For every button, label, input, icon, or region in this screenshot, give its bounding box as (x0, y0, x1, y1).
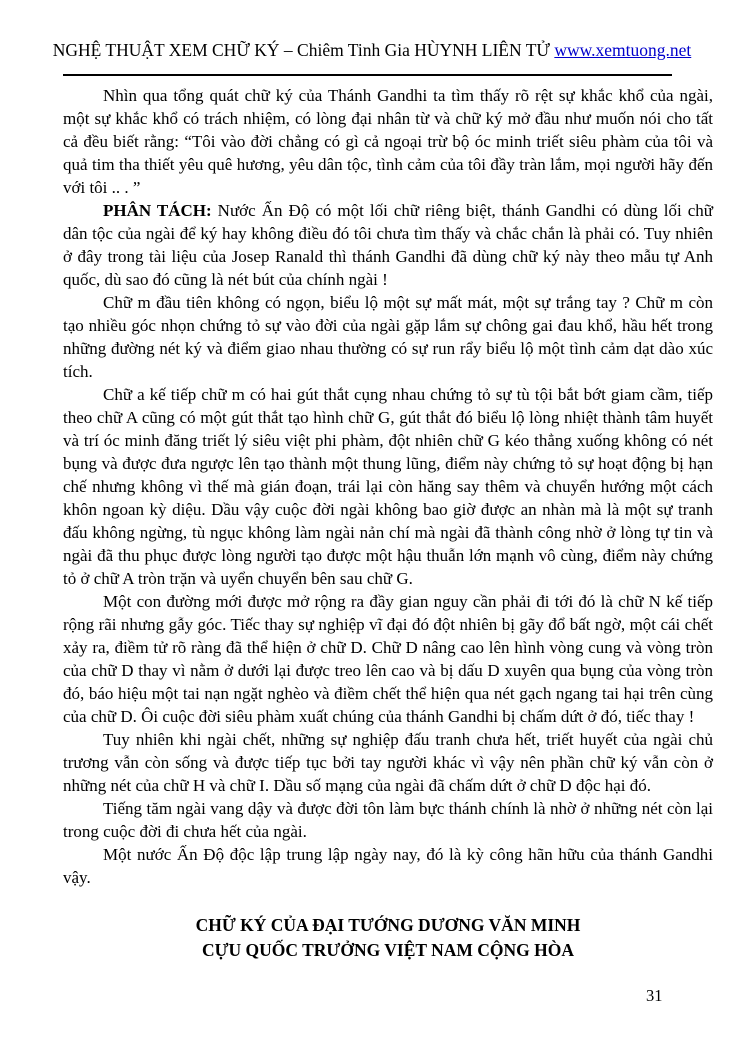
section-heading (63, 913, 713, 963)
document-header (0, 40, 744, 61)
section-heading-line1: CHỮ KÝ CỦA ĐẠI TƯỚNG DƯƠNG VĂN MINH (195, 915, 581, 935)
paragraph-text: Một nước Ấn Độ độc lập trung lập ngày nay, đó là kỳ công hãn hữu của thánh Gandhi vậy. (63, 845, 713, 887)
paragraph-text: Nhìn qua tổng quát chữ ký của Thánh Gandhi ta tìm thấy rõ rệt sự khắc khổ của ngài, một sự khắc khổ có trách nhiệm, có lòng đại nhân từ và chữ ký mở đầu như muốn nói cho tất cả đều biết rằng: “Tôi vào đời chẳng có gì cả ngoại trừ bộ óc minh triết siêu phàm của tôi và quả tim tha thiết yêu quê hương, yêu dân tộc, tình cảm của tôi đầy tràn lắm, mọi người hãy đến với tôi .. . ” (63, 86, 713, 197)
paragraph (63, 291, 713, 383)
paragraph-text: Chữ m đầu tiên không có ngọn, biểu lộ một sự mất mát, một sự trắng tay ? Chữ m còn tạo nhiều góc nhọn chứng tỏ sự vào đời của ngài gặp lắm sự chông gai đau khổ, hầu hết trong những đường nét ký và điểm giao nhau thường có sự run rẩy biểu lộ một tình cảm dạt dào xúc tích. (63, 293, 713, 381)
header-divider (63, 74, 672, 76)
paragraph-text: Chữ a kế tiếp chữ m có hai gút thắt cụng nhau chứng tỏ sự tù tội bắt bớt giam cầm, tiếp theo chữ A cũng có một gút thắt tạo hình chữ G, gút thắt đó biểu lộ lòng nhiệt thành tâm huyết và trí óc minh đăng triết lý siêu việt phi phàm, đột nhiên chữ G kéo thẳng xuống không có nét bụng và được đưa ngược lên tạo thành một thung lũng, điểm này chứng tỏ sự hoạt động bị hạn chế nhưng không vì thế mà gián đoạn, trái lại còn hăng say thêm và chuyển hướng một cách khôn ngoan kỳ diệu. Dầu vậy cuộc đời ngài không bao giờ được an nhàn mà là một sự tranh đấu không ngừng, tù ngục không làm ngài nản chí mà ngài đã thành công nhờ ở lòng tự tin và ngài đã thu phục được lòng người tạo được một hậu thuẫn lớn mạnh vô cùng, điểm này chứng tỏ ở chữ A tròn trặn và uyển chuyển bên sau chữ G. (63, 385, 713, 588)
paragraph (63, 590, 713, 728)
paragraph (63, 797, 713, 843)
paragraph (63, 84, 713, 199)
paragraph-text: Một con đường mới được mở rộng ra đầy gian nguy cần phải đi tới đó là chữ N kế tiếp rộng rãi nhưng gẫy góc. Tiếc thay sự nghiệp vĩ đại đó đột nhiên bị gãy đổ bất ngờ, một cái chết xảy ra, điềm tử rõ ràng đã thể hiện ở chữ D. Chữ D nâng cao lên hình vòng cung và vòng tròn của chữ D thay vì nằm ở dưới lại được treo lên cao và bị dấu D xuyên qua bụng của vòng tròn đó, báo hiệu một tai nạn ngặt nghèo và điềm chết thể hiện qua nét gạch ngang tai hại trên cùng của chữ D. Ôi cuộc đời siêu phàm xuất chúng của thánh Gandhi bị chấm dứt ở đó, tiếc thay ! (63, 592, 713, 726)
paragraph (63, 383, 713, 590)
paragraph (63, 843, 713, 889)
paragraph-lead: PHÂN TÁCH: (103, 201, 212, 220)
paragraph-text: Tuy nhiên khi ngài chết, những sự nghiệp đấu tranh chưa hết, triết huyết của ngài chủ trương vẫn còn sống và được tiếp tục bởi tay người khác vì vậy nên phần chữ ký vẫn còn ở những nét của chữ H và chữ I. Dầu số mạng của ngài đã chấm dứt ở chữ D độc hại đó. (63, 730, 713, 795)
paragraph-text: Nước Ấn Độ có một lối chữ riêng biệt, thánh Gandhi có dùng lối chữ dân tộc của ngài để ký hay không điều đó tôi chưa tìm thấy và chắc chắn là phải có. Tuy nhiên ở đây trong tài liệu của Josep Ranald thì thánh Gandhi đã dùng chữ ký này theo mẫu tự Anh quốc, dù sao đó cũng là nét bút của chính ngài ! (63, 201, 713, 289)
section-heading-line2: CỰU QUỐC TRƯỞNG VIỆT NAM CỘNG HÒA (201, 940, 575, 960)
paragraph (63, 728, 713, 797)
paragraph (63, 199, 713, 291)
page-number: 31 (646, 986, 663, 1005)
paragraph-text: Tiếng tăm ngài vang dậy và được đời tôn làm bực thánh chính là nhờ ở những nét còn lại trong cuộc đời đi chưa hết của ngài. (63, 799, 713, 841)
article-body (63, 84, 713, 963)
header-title: NGHỆ THUẬT XEM CHỮ KÝ – Chiêm Tinh Gia HÙYNH LIÊN TỬ (52, 40, 550, 60)
header-website-link[interactable]: www.xemtuong.net (554, 40, 692, 60)
